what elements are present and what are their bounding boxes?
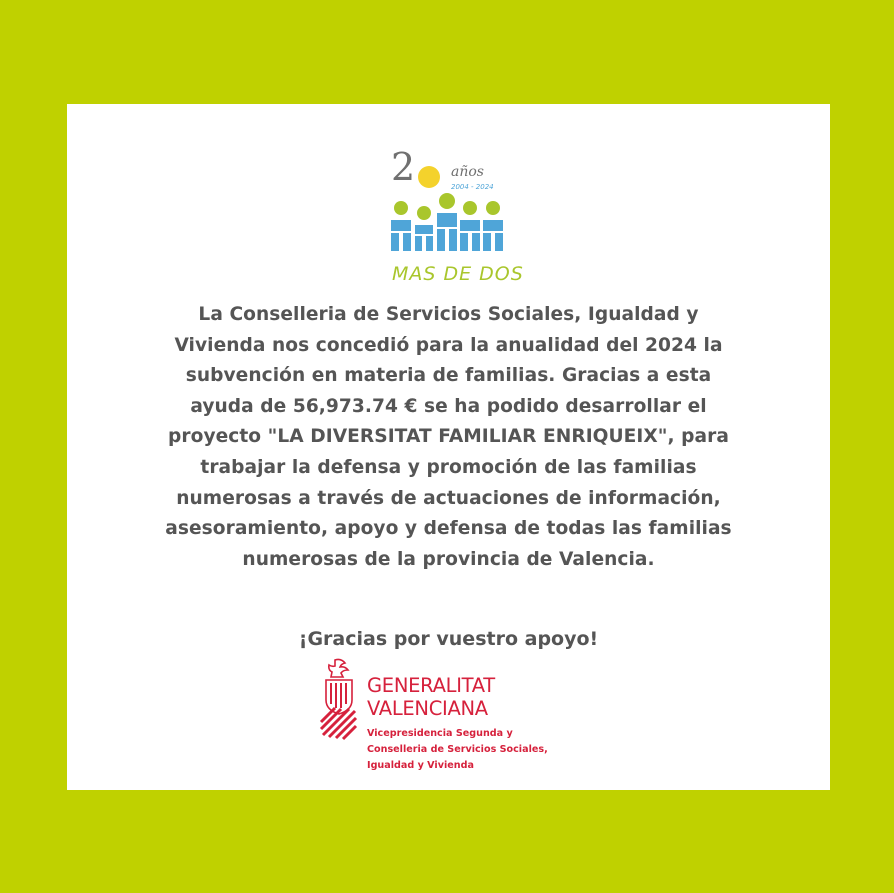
card (67, 104, 830, 790)
generalitat-name-line: GENERALITAT (367, 674, 495, 697)
body-line: La Conselleria de Servicios Sociales, Igualdad y (198, 304, 699, 325)
body-line: proyecto "LA DIVERSITAT FAMILIAR ENRIQUEIX", para (168, 426, 729, 448)
generalitat-name (367, 674, 495, 720)
department-name (367, 726, 548, 774)
body-line: subvención en materia de familias. Gracias a esta (185, 365, 712, 387)
sun-icon (418, 166, 440, 188)
family-figures-icon (391, 193, 503, 251)
logo-years-range: 2004 - 2024 (451, 183, 494, 191)
logo-name: MAS DE DOS (392, 263, 524, 285)
department-line: Igualdad y Vivienda (367, 760, 474, 771)
department-line: Conselleria de Servicios Sociales, (367, 744, 548, 755)
thanks-message: ¡Gracias por vuestro apoyo! (298, 628, 599, 650)
body-paragraph (87, 300, 810, 575)
logo-numeral: 2 (391, 145, 416, 189)
generalitat-valenciana-logo (319, 658, 559, 776)
mas-de-dos-logo-image (389, 144, 529, 286)
body-line: numerosas de la provincia de Valencia. (242, 548, 655, 570)
logo-years-word: años (451, 164, 484, 180)
body-line: trabajar la defensa y promoción de las familias (200, 456, 697, 478)
body-line: numerosas a través de actuaciones de información, (176, 487, 721, 509)
mas-de-dos-logo (389, 144, 529, 286)
body-line: ayuda de 56,973.74 € se ha podido desarrollar el (190, 395, 707, 417)
body-line: Vivienda nos concedió para la anualidad del 2024 la (174, 334, 723, 356)
body-line: asesoramiento, apoyo y defensa de todas las familias (165, 518, 732, 540)
generalitat-name-line: VALENCIANA (367, 697, 488, 720)
department-line: Vicepresidencia Segunda y (367, 728, 513, 739)
coat-of-arms-icon (319, 658, 359, 746)
